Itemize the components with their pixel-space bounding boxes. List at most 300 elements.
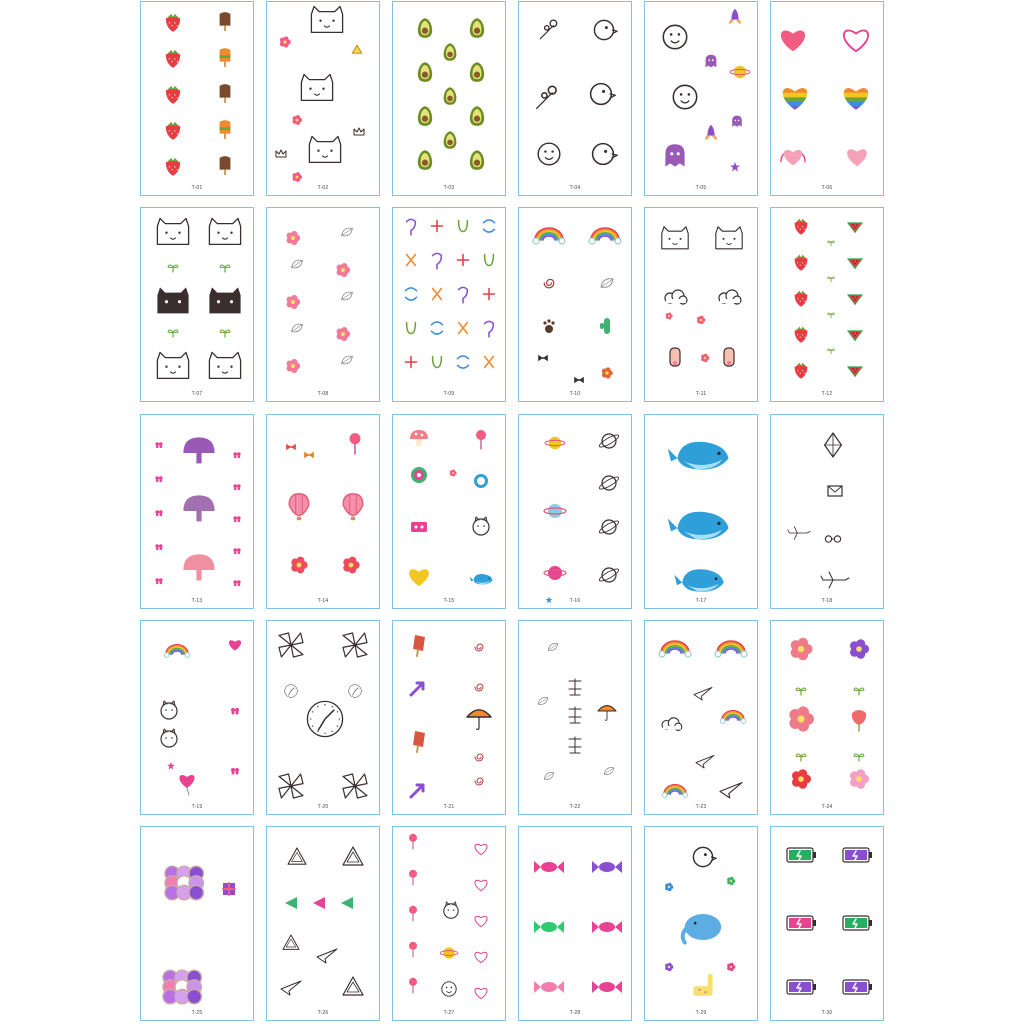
heart-sticker	[856, 525, 865, 533]
bird-sticker	[693, 847, 716, 866]
rainbow-sticker	[715, 641, 747, 657]
crown-sticker	[276, 150, 286, 157]
flower-sticker	[727, 963, 735, 971]
ghost-sticker	[665, 144, 684, 166]
heartOutline-sticker	[475, 844, 487, 854]
spiral-sticker	[475, 684, 483, 691]
sprout-sticker	[168, 265, 178, 272]
tattoo-sheet	[392, 414, 506, 609]
butterfly-sticker	[233, 452, 240, 458]
leaf-sticker	[604, 768, 614, 775]
flower-sticker	[450, 469, 457, 476]
flower-sticker	[792, 769, 811, 789]
tattoo-sheet	[140, 1, 254, 196]
avocado-sticker	[418, 150, 432, 170]
sprout-sticker	[220, 265, 230, 272]
sprout-sticker	[828, 277, 835, 282]
tattoo-artwork	[141, 827, 255, 1022]
tattoo-sheet	[518, 620, 632, 815]
leaf-sticker	[601, 279, 613, 288]
tattoo-sheet	[518, 1, 632, 196]
balloon-sticker	[474, 474, 488, 488]
flower-sticker	[292, 115, 302, 125]
flower-sticker	[850, 769, 869, 789]
zodiac-sticker	[433, 357, 442, 368]
tattoo-artwork	[771, 2, 885, 197]
sheet-code-label: T-04	[569, 185, 581, 191]
sheet-code-label: T-19	[191, 804, 203, 810]
leaf-sticker	[292, 260, 303, 268]
butterfly-sticker	[231, 768, 239, 775]
balloons-sticker	[163, 970, 201, 1004]
sheet-code-label: T-02	[317, 185, 329, 191]
avocado-sticker	[470, 150, 484, 170]
sheet-code-label: T-07	[191, 391, 203, 397]
tattoo-sheet	[266, 826, 380, 1021]
zodiac-sticker	[459, 323, 468, 334]
tattoo-sheet	[140, 414, 254, 609]
umbrella-sticker	[467, 710, 491, 730]
strawberry-sticker	[795, 219, 808, 235]
watermelon-sticker	[847, 294, 863, 305]
cartoonFace-sticker	[442, 982, 456, 996]
flower-sticker	[665, 883, 673, 891]
tattoo-sheet	[644, 826, 758, 1021]
sprout-sticker	[828, 241, 835, 246]
zodiac-sticker	[485, 255, 494, 266]
butterfly-sticker	[155, 578, 162, 584]
tattoo-artwork	[393, 208, 507, 403]
watermelon-sticker	[847, 330, 863, 341]
catSit-sticker	[161, 729, 177, 747]
strawberry-sticker	[166, 50, 180, 68]
target-sticker	[411, 467, 427, 483]
jellyfish-sticker	[183, 554, 214, 580]
zodiac-sticker	[432, 221, 443, 232]
lineFlowers-sticker	[537, 86, 557, 108]
tattoo-artwork	[645, 208, 759, 403]
zodiac-sticker	[407, 323, 416, 334]
envelope-sticker	[828, 486, 842, 496]
tattoo-sheet	[518, 414, 632, 609]
triangle-sticker	[313, 897, 325, 909]
arrow-sticker	[411, 683, 423, 695]
balloonHot-sticker	[289, 494, 309, 520]
tattoo-sheet	[644, 620, 758, 815]
star-sticker	[167, 762, 175, 770]
strawberry-sticker	[166, 14, 180, 32]
pawArm-sticker	[670, 348, 680, 366]
catOutline-sticker	[157, 218, 188, 244]
planet-sticker	[544, 566, 566, 580]
tattoo-sheet	[644, 1, 758, 196]
chinese-sticker	[569, 679, 581, 695]
icecream-sticker	[220, 120, 231, 139]
rainbow-sticker	[589, 228, 621, 244]
star-sticker	[730, 162, 740, 172]
chinese-sticker	[569, 707, 581, 723]
sheet-code-label: T-20	[317, 804, 329, 810]
planet-sticker	[730, 66, 750, 79]
paperPlane-sticker	[694, 687, 712, 700]
tattoo-artwork	[267, 208, 381, 403]
tattoo-sheet	[140, 826, 254, 1021]
sprout-sticker	[828, 349, 835, 354]
butterfly-sticker	[233, 548, 240, 554]
watermelon-sticker	[847, 258, 863, 269]
catOutline-sticker	[716, 227, 742, 249]
candy-sticker	[592, 921, 622, 933]
triangle-sticker	[285, 897, 297, 909]
strawberry-sticker	[795, 291, 808, 307]
avocado-sticker	[418, 106, 432, 126]
sprout-sticker	[796, 754, 806, 761]
battery-sticker	[843, 848, 872, 862]
lollipop-sticker	[409, 834, 417, 849]
tattoo-artwork	[771, 621, 885, 816]
catSit-sticker	[473, 517, 489, 535]
tattoo-artwork	[393, 621, 507, 816]
avocado-sticker	[444, 43, 457, 61]
ghost-sticker	[732, 116, 742, 127]
tattoo-artwork	[141, 208, 255, 403]
strawberry-sticker	[795, 363, 808, 379]
strawberry-sticker	[795, 327, 808, 343]
tattoo-sheet	[392, 1, 506, 196]
rainbowHeart-sticker	[838, 84, 874, 111]
sheet-code-label: T-29	[695, 1010, 707, 1016]
catOutline-sticker	[209, 218, 240, 244]
flower-sticker	[665, 963, 673, 971]
planetOutline-sticker	[598, 475, 620, 491]
avocado-sticker	[444, 87, 457, 105]
heart-sticker	[847, 149, 867, 166]
elephant-sticker	[683, 914, 721, 943]
bow-sticker	[304, 452, 314, 458]
zodiac-sticker	[406, 288, 417, 300]
sheet-code-label: T-24	[821, 804, 833, 810]
sheet-code-label: T-01	[191, 185, 203, 191]
zodiac-sticker	[407, 255, 416, 266]
bow-sticker	[538, 355, 548, 361]
lineFlowers-sticker	[540, 20, 557, 39]
avocado-sticker	[470, 18, 484, 38]
cloud-sticker	[665, 290, 687, 304]
lollipop-sticker	[409, 978, 417, 993]
cloud-sticker	[719, 290, 741, 304]
butterfly-sticker	[155, 442, 162, 448]
dot-sticker	[141, 827, 145, 831]
heart-sticker	[409, 569, 429, 586]
whale-sticker	[674, 569, 723, 592]
lollipop-sticker	[409, 870, 417, 885]
sheet-code-label: T-27	[443, 1010, 455, 1016]
clock-sticker	[349, 685, 362, 698]
tattoo-sheet	[644, 207, 758, 402]
flower-sticker	[789, 706, 814, 731]
leaf-sticker	[544, 773, 554, 780]
flower-sticker	[343, 557, 359, 574]
tattoo-sheet	[140, 620, 254, 815]
avocado-sticker	[444, 131, 457, 149]
cassette-sticker	[411, 522, 427, 532]
dot-sticker	[141, 827, 145, 831]
bird-sticker	[594, 20, 617, 39]
balloonHot-sticker	[343, 494, 363, 520]
cartoonFace-sticker	[673, 85, 696, 108]
planetOutline-sticker	[598, 433, 620, 449]
rainbow-sticker	[164, 645, 190, 658]
battery-sticker	[787, 916, 816, 930]
avocado-sticker	[418, 62, 432, 82]
sheet-code-label: T-26	[317, 1010, 329, 1016]
flower-sticker	[697, 316, 705, 324]
tattoo-artwork	[519, 415, 633, 610]
flower-sticker	[701, 354, 709, 362]
chocobar-sticker	[220, 156, 231, 175]
rainbow-sticker	[720, 711, 746, 724]
blossom-sticker	[287, 231, 301, 245]
zodiac-sticker	[459, 221, 468, 232]
tattoo-artwork	[267, 827, 381, 1022]
sheet-code-label: T-06	[821, 185, 833, 191]
zodiac-sticker	[458, 255, 469, 266]
icecream-sticker	[220, 48, 231, 67]
tattoo-artwork	[267, 2, 381, 197]
sprout-sticker	[828, 313, 835, 318]
cartoonFace-sticker	[663, 25, 686, 48]
heartOutline-sticker	[475, 952, 487, 962]
dot-sticker	[141, 827, 145, 831]
pawArm-sticker	[724, 348, 734, 366]
tattoo-sheet	[770, 826, 884, 1021]
planet-sticker	[440, 947, 458, 958]
catOutline-sticker	[311, 6, 342, 32]
catOutline-sticker	[209, 352, 240, 378]
cartoonFace-sticker	[538, 143, 560, 165]
sheet-code-label: T-12	[821, 391, 833, 397]
flower-sticker	[791, 638, 813, 660]
blossom-sticker	[287, 295, 301, 309]
heartOutline-sticker	[475, 916, 487, 926]
planetOutline-sticker	[598, 519, 620, 535]
rainbow-sticker	[533, 228, 565, 244]
penrose-sticker	[283, 935, 299, 949]
glasses-sticker	[825, 536, 840, 542]
ghost-sticker	[706, 55, 717, 68]
airplane-sticker	[788, 527, 810, 540]
butterfly-sticker	[155, 544, 162, 550]
flower-sticker	[727, 877, 735, 885]
lollipop-sticker	[350, 433, 361, 454]
sheet-code-label: T-16	[569, 598, 581, 604]
blackCat-sticker	[209, 287, 240, 313]
rocket-sticker	[730, 9, 741, 23]
dot-sticker	[141, 827, 145, 831]
heart-sticker	[229, 640, 241, 650]
tattoo-artwork	[519, 208, 633, 403]
avocado-sticker	[418, 18, 432, 38]
strawberry-sticker	[166, 158, 180, 176]
whale-sticker	[470, 574, 493, 584]
kite-sticker	[825, 433, 842, 457]
sheet-code-label: T-11	[695, 391, 707, 397]
tattoo-artwork	[771, 415, 885, 610]
flower-sticker	[666, 312, 673, 319]
paperPlane-sticker	[696, 755, 714, 768]
cheese-sticker	[352, 45, 362, 53]
sheet-code-label: T-15	[443, 598, 455, 604]
tattoo-artwork	[771, 827, 885, 1022]
popsicle-sticker	[413, 731, 425, 752]
jellyfish-sticker	[183, 437, 214, 463]
planetOutline-sticker	[598, 567, 620, 583]
tattoo-artwork	[267, 621, 381, 816]
strawberry-sticker	[795, 255, 808, 271]
tattoo-artwork	[141, 2, 255, 197]
giraffe-sticker	[693, 974, 712, 996]
tattoo-sheet	[392, 620, 506, 815]
sheet-code-label: T-10	[569, 391, 581, 397]
blossom-sticker	[337, 327, 351, 341]
whale-sticker	[668, 442, 729, 470]
catOutline-sticker	[157, 352, 188, 378]
flower-sticker	[291, 557, 307, 574]
watermelon-sticker	[847, 366, 863, 377]
airplane-sticker	[821, 572, 849, 588]
zodiac-sticker	[407, 219, 416, 234]
tattoo-artwork	[393, 827, 507, 1022]
paperPlane-sticker	[317, 949, 337, 963]
mushroom-sticker	[410, 430, 428, 446]
pinwheel-sticker	[279, 633, 303, 657]
blossom-sticker	[287, 359, 301, 373]
avocado-sticker	[470, 62, 484, 82]
spiral-sticker	[475, 778, 483, 785]
flower-sticker	[850, 639, 869, 659]
zodiac-sticker	[484, 289, 495, 300]
tattoo-artwork	[519, 2, 633, 197]
sprout-sticker	[168, 330, 178, 337]
sheet-code-label: T-09	[443, 391, 455, 397]
pinwheel-sticker	[343, 774, 367, 798]
whale-sticker	[668, 512, 729, 540]
battery-sticker	[787, 848, 816, 862]
zodiac-sticker	[406, 357, 417, 368]
paperPlane-sticker	[720, 783, 742, 798]
arrow-sticker	[411, 785, 423, 797]
spiral-sticker	[544, 279, 554, 287]
candy-sticker	[592, 861, 622, 873]
flower-sticker	[292, 172, 302, 182]
leaf-sticker	[342, 356, 353, 364]
sprout-sticker	[854, 688, 864, 695]
planet-sticker	[544, 504, 566, 518]
sheet-code-label: T-21	[443, 804, 455, 810]
sheet-code-label: T-22	[569, 804, 581, 810]
blackCat-sticker	[157, 287, 188, 313]
cactus-sticker	[600, 318, 610, 334]
paperPlane-sticker	[281, 981, 301, 995]
candy-sticker	[592, 981, 622, 993]
leaf-sticker	[538, 698, 548, 705]
heart-sticker	[860, 477, 869, 485]
butterfly-sticker	[233, 580, 240, 586]
tattoo-sheet	[644, 414, 758, 609]
tattoo-artwork	[267, 415, 381, 610]
clock-sticker	[307, 701, 342, 736]
dot-sticker	[141, 827, 145, 831]
rainbow-sticker	[659, 641, 691, 657]
rocket-sticker	[706, 125, 717, 139]
penrose-sticker	[343, 847, 363, 865]
catOutline-sticker	[662, 227, 688, 249]
watermelon-sticker	[847, 222, 863, 233]
heartOutline-sticker	[844, 30, 868, 51]
sheet-code-label: T-17	[695, 598, 707, 604]
crown-sticker	[354, 128, 364, 135]
sprout-sticker	[796, 688, 806, 695]
butterfly-sticker	[155, 510, 162, 516]
zodiac-sticker	[484, 220, 495, 232]
tattoo-sheet	[266, 414, 380, 609]
heartBalloon-sticker	[179, 775, 194, 795]
tattoo-sheet	[770, 620, 884, 815]
leaf-sticker	[342, 228, 353, 236]
strawberry-sticker	[166, 122, 180, 140]
lollipop-sticker	[409, 906, 417, 921]
leaf-sticker	[548, 644, 558, 651]
sheet-code-label: T-25	[191, 1010, 203, 1016]
bow-sticker	[574, 377, 584, 383]
heartOutline-sticker	[475, 988, 487, 998]
sprout-sticker	[854, 754, 864, 761]
tattoo-sheet	[266, 207, 380, 402]
tattoo-artwork	[771, 208, 885, 403]
candy-sticker	[534, 861, 564, 873]
tattoo-sheet	[266, 1, 380, 196]
sheet-code-label: T-03	[443, 185, 455, 191]
tattoo-sheet	[518, 826, 632, 1021]
zodiac-sticker	[458, 356, 469, 368]
battery-sticker	[843, 980, 872, 994]
bow-sticker	[286, 444, 296, 450]
zodiac-sticker	[433, 289, 442, 300]
bird-sticker	[591, 84, 616, 105]
heartHands-sticker	[781, 150, 805, 166]
zodiac-sticker	[432, 322, 443, 334]
butterfly-sticker	[233, 516, 240, 522]
chocobar-sticker	[220, 12, 231, 31]
penrose-sticker	[288, 848, 306, 864]
tattoo-sheet	[266, 620, 380, 815]
tattoo-artwork	[645, 827, 759, 1022]
clock-sticker	[285, 685, 298, 698]
balloons-sticker	[165, 866, 203, 900]
sheet-code-label: T-14	[317, 598, 329, 604]
sheet-code-label: T-30	[821, 1010, 833, 1016]
popsicle-sticker	[413, 635, 425, 656]
sheet-code-label: T-28	[569, 1010, 581, 1016]
tattoo-artwork	[519, 621, 633, 816]
spiral-sticker	[475, 754, 483, 761]
butterfly-sticker	[155, 476, 162, 482]
lollipop-sticker	[409, 942, 417, 957]
tattoo-sheet	[770, 414, 884, 609]
gift-sticker	[223, 883, 235, 895]
sprout-sticker	[220, 330, 230, 337]
tattoo-sheet	[392, 207, 506, 402]
